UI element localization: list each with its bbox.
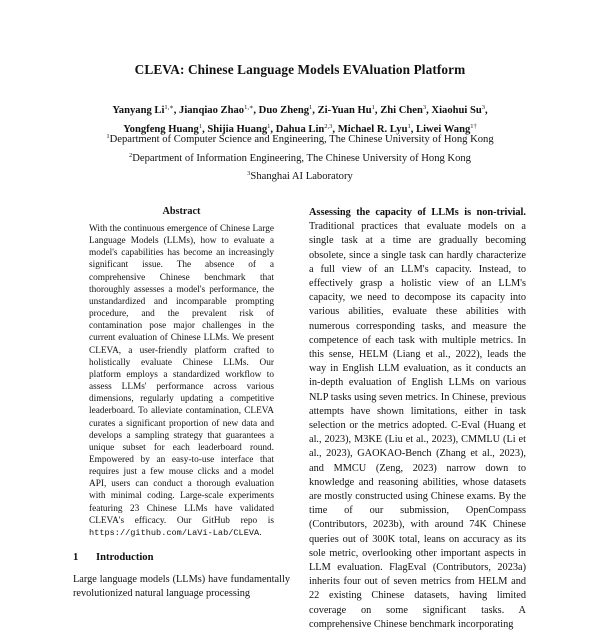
author-affiliation-mark: 3: [422, 104, 427, 111]
section-title: Introduction: [96, 552, 154, 564]
author-name: Liwei Wang: [416, 123, 471, 135]
author-name: Michael R. Lyu: [337, 123, 408, 135]
affiliation-list: [40, 129, 560, 185]
author-name: Dahua Lin: [275, 123, 325, 135]
author-name: Zi-Yuan Hu: [317, 105, 372, 116]
author-name: Duo Zheng: [258, 105, 310, 116]
affiliation-mark: 2: [129, 151, 133, 159]
author-name: Jianqiao Zhao: [179, 105, 245, 116]
author-name: Zhi Chen: [380, 105, 423, 116]
affiliation-text: Shanghai AI Laboratory: [250, 171, 353, 182]
affiliation-line: [40, 129, 560, 148]
affiliation-text: Department of Information Engineering, The Chinese University of Hong Kong: [132, 152, 471, 164]
abstract-body: [89, 223, 274, 539]
author-affiliation-mark: 1: [267, 122, 271, 130]
author-name: Yongfeng Huang: [123, 123, 199, 135]
author-affiliation-mark: 1: [309, 104, 313, 111]
abstract-end: .: [259, 527, 262, 538]
affiliation-mark: 3: [247, 170, 251, 177]
author-name: Xiaohui Su: [431, 105, 482, 116]
abstract-heading: Abstract: [162, 206, 201, 217]
introduction-body: Large language models (LLMs) have fundamentally revolutionized natural language processing: [73, 574, 290, 600]
affiliation-text: Department of Computer Science and Engineering, The Chinese University of Hong Kong: [109, 134, 494, 145]
author-affiliation-mark: 2,3: [324, 122, 333, 130]
paragraph-lead: Assessing the capacity of LLMs is non-trivial.: [309, 207, 526, 218]
section-number: 1: [73, 552, 79, 564]
author-affiliation-mark: 1†: [470, 122, 477, 130]
section-heading-introduction: [73, 552, 290, 563]
author-affiliation-mark: 1,∗: [164, 104, 174, 111]
author-name: Shijia Huang: [207, 123, 268, 135]
author-name: Yanyang Li: [112, 105, 165, 116]
author-affiliation-mark: 1: [371, 104, 375, 111]
paper-title: CLEVA: Chinese Language Models EVAluation Platform: [134, 62, 466, 77]
author-affiliation-mark: 1: [198, 122, 203, 130]
paragraph-body: Traditional practices that evaluate models on a single task at a time are gradually becoming obsolete, since a single task can hardly characterize a full view of an LLM's capacity. Instead, to effectively grasp a holistic view of an LLM's capacity, we need to decompose its capacity into various abilities, evaluate these abilities with numerous corresponding tasks, and measure the competence of each task with multiple metrics. In this sense, HELM (Liang et al., 2022), leads the way in English LLM evaluation, as it conducts an in-depth evaluation of English LLMs on various NLP tasks using seven metrics. In Chinese, previous attempts have shown limitations, either in task selection or the metrics adopted. C-Eval (Huang et al., 2023), M3KE (Liu et al., 2023), CMMLU (Li et al., 2023), GAOKAO-Bench (Zhang et al., 2023), and MMCU (Zeng, 2023) narrow down to knowledge and reasoning abilities, whose datasets are mostly constructed using Chinese exams. By the time of our submission, OpenCompass (Contributors, 2023b), with around 74K Chinese queries out of 300K total, leans on accuracy as its sole metric, overlooking other important aspects in LLM evaluation. FlagEval (Contributors, 2023a) inherits four out of seven metrics from HELM and 22 existing Chinese datasets, having limited coverage on some significant tasks. A comprehensive Chinese benchmark incorporating: [309, 221, 526, 630]
author-affiliation-mark: 1: [407, 122, 411, 130]
github-link[interactable]: https://github.com/LaVi-Lab/CLEVA: [89, 527, 260, 538]
abstract-text: With the continuous emergence of Chinese Large Language Models (LLMs), how to evaluate a model's capabilities has become an increasingly significant issue. The absence of a comprehensive Chinese benchmark that thoroughly assesses a model's performance, the unstandardized and incomparable prompting procedure, and the prevalent risk of contamination pose major challenges in the current evaluation of Chinese LLMs. We present CLEVA, a user-friendly platform crafted to holistically evaluate Chinese LLMs. Our platform employs a standardized workflow to assess LLMs' performance across various dimensions, regularly updating a competitive leaderboard. To alleviate contamination, CLEVA curates a significant proportion of new data and develops a sampling strategy that guarantees a unique subset for each leaderboard round. Empowered by an easy-to-use interface that requires just a few mouse clicks and a model API, users can conduct a thorough evaluation with minimal coding. Large-scale experiments featuring 23 Chinese LLMs have validated CLEVA's efficacy. Our GitHub repo is: [89, 224, 274, 526]
author-affiliation-mark: 1,∗: [244, 104, 254, 111]
author-list: Yanyang $Li^{1,∗}$, Jianqiao Zhao$^{1,∗}$, Duo Zheng$^1$, Zi-Yuan Hu$^1$, Zhi Chen$^3$, Xiaohui Su$^3$, Yongfeng Huang$^1$, Shijia Huang$^1$, Dahua Lin$^{2,3}$, Michael R. Lyu$^1$, Liwei Wang$^{1\dagger}$: [112, 104, 488, 135]
left-column: [73, 206, 290, 601]
right-column: [309, 206, 526, 632]
affiliation-line: [40, 148, 560, 167]
affiliation-mark: 1: [106, 133, 110, 140]
author-affiliation-mark: 3: [481, 104, 486, 111]
affiliation-line: [40, 166, 560, 185]
